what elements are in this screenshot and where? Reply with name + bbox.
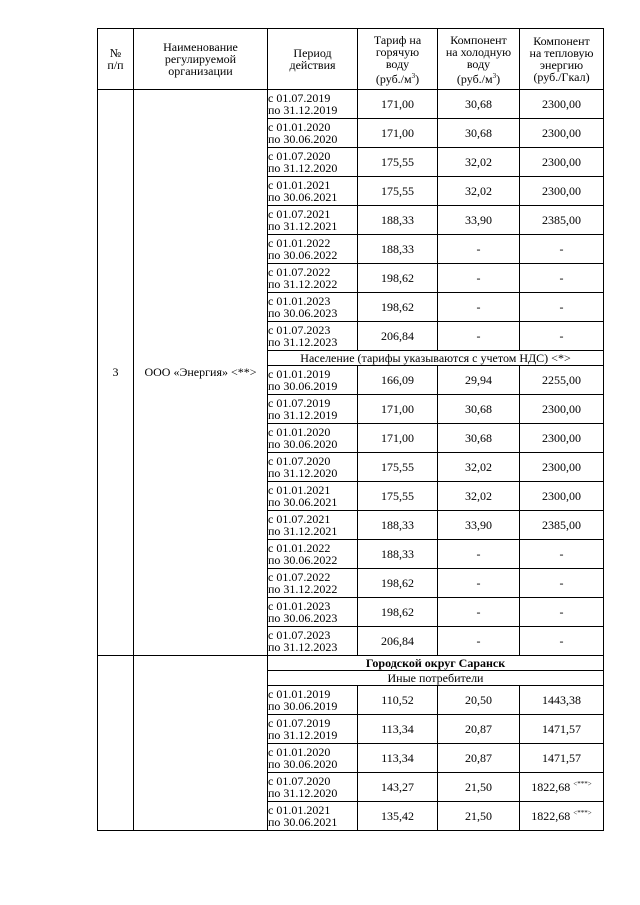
cold-water-value: - <box>438 293 520 322</box>
population-label: Население (тарифы указываются с учетом НДС) <*> <box>268 351 604 366</box>
heat-energy-value: - <box>520 235 604 264</box>
period-cell: с 01.07.2019 по 31.12.2019 <box>268 715 358 744</box>
hot-water-value: 113,34 <box>358 715 438 744</box>
period-cell: с 01.07.2021 по 31.12.2021 <box>268 511 358 540</box>
hot-water-value: 198,62 <box>358 293 438 322</box>
heat-energy-value: 1443,38 <box>520 686 604 715</box>
header-period: Период действия <box>268 29 358 90</box>
period-cell: с 01.07.2023 по 31.12.2023 <box>268 322 358 351</box>
heat-energy-value: 2300,00 <box>520 424 604 453</box>
hot-water-value: 198,62 <box>358 569 438 598</box>
hot-water-value: 171,00 <box>358 424 438 453</box>
heat-energy-value: 2300,00 <box>520 482 604 511</box>
period-cell: с 01.07.2023 по 31.12.2023 <box>268 627 358 656</box>
org-number: 3 <box>98 90 134 656</box>
cold-water-value: - <box>438 569 520 598</box>
header-heat-energy-component: Компонент на тепловую энергию (руб./Гкал) <box>520 29 604 90</box>
cold-water-value: 30,68 <box>438 424 520 453</box>
hot-water-value: 175,55 <box>358 148 438 177</box>
hot-water-value: 175,55 <box>358 453 438 482</box>
heat-energy-value: - <box>520 627 604 656</box>
cold-water-value: 21,50 <box>438 802 520 831</box>
cold-water-value: 32,02 <box>438 453 520 482</box>
hot-water-value: 198,62 <box>358 264 438 293</box>
hot-water-value: 171,00 <box>358 90 438 119</box>
cold-water-value: 20,87 <box>438 744 520 773</box>
header-row <box>98 29 604 90</box>
hot-water-value: 110,52 <box>358 686 438 715</box>
heat-energy-value: 2300,00 <box>520 148 604 177</box>
hot-water-value: 188,33 <box>358 511 438 540</box>
heat-energy-value: 1822,68 <***> <box>520 802 604 831</box>
period-cell: с 01.01.2021 по 30.06.2021 <box>268 482 358 511</box>
period-cell: с 01.01.2019 по 30.06.2019 <box>268 686 358 715</box>
org-number-empty <box>98 656 134 831</box>
heat-energy-value: 2300,00 <box>520 395 604 424</box>
heat-energy-value: 1471,57 <box>520 744 604 773</box>
cold-water-value: 29,94 <box>438 366 520 395</box>
cold-water-value: - <box>438 627 520 656</box>
header-organization: Наименование регулируемой организации <box>134 29 268 90</box>
cold-water-value: 30,68 <box>438 119 520 148</box>
period-cell: с 01.01.2020 по 30.06.2020 <box>268 424 358 453</box>
cold-water-value: - <box>438 598 520 627</box>
header-number: № п/п <box>98 29 134 90</box>
hot-water-value: 188,33 <box>358 206 438 235</box>
hot-water-value: 166,09 <box>358 366 438 395</box>
hot-water-value: 135,42 <box>358 802 438 831</box>
heat-energy-value: - <box>520 598 604 627</box>
heat-energy-value: 2255,00 <box>520 366 604 395</box>
cold-water-value: 30,68 <box>438 90 520 119</box>
hot-water-value: 175,55 <box>358 177 438 206</box>
cold-water-value: - <box>438 322 520 351</box>
heat-energy-value: 2300,00 <box>520 177 604 206</box>
heat-energy-value: 1471,57 <box>520 715 604 744</box>
period-cell: с 01.07.2020 по 31.12.2020 <box>268 453 358 482</box>
header-cold-water-component: Компонент на холодную воду $(руб./м^3)$ <box>438 29 520 90</box>
cold-water-value: 32,02 <box>438 177 520 206</box>
heat-energy-value: - <box>520 540 604 569</box>
cold-water-value: 20,87 <box>438 715 520 744</box>
cold-water-value: 32,02 <box>438 482 520 511</box>
heat-energy-value: 2300,00 <box>520 90 604 119</box>
cold-water-value: 20,50 <box>438 686 520 715</box>
period-cell: с 01.07.2021 по 31.12.2021 <box>268 206 358 235</box>
hot-water-value: 188,33 <box>358 540 438 569</box>
tariff-table <box>97 28 604 831</box>
cold-water-value: 32,02 <box>438 148 520 177</box>
cold-water-value: - <box>438 264 520 293</box>
footnote-mark: <***> <box>573 808 592 817</box>
hot-water-value: 198,62 <box>358 598 438 627</box>
heat-energy-value: - <box>520 293 604 322</box>
period-cell: с 01.01.2019 по 30.06.2019 <box>268 366 358 395</box>
header-hot-water-tariff: Тариф на горячую воду $(руб./м^3)$ <box>358 29 438 90</box>
cold-water-value: 21,50 <box>438 773 520 802</box>
heat-energy-value: 2300,00 <box>520 453 604 482</box>
city-section-row <box>98 656 604 671</box>
heat-energy-value: 2385,00 <box>520 206 604 235</box>
heat-energy-value: 2385,00 <box>520 511 604 540</box>
period-cell: с 01.01.2021 по 30.06.2021 <box>268 177 358 206</box>
period-cell: с 01.01.2023 по 30.06.2023 <box>268 293 358 322</box>
period-cell: с 01.01.2020 по 30.06.2020 <box>268 119 358 148</box>
heat-energy-value: 1822,68 <***> <box>520 773 604 802</box>
period-cell: с 01.01.2021 по 30.06.2021 <box>268 802 358 831</box>
footnote-mark: <***> <box>573 779 592 788</box>
period-cell: с 01.01.2022 по 30.06.2022 <box>268 235 358 264</box>
hot-water-value: 113,34 <box>358 744 438 773</box>
heat-energy-value: - <box>520 322 604 351</box>
period-cell: с 01.07.2020 по 31.12.2020 <box>268 773 358 802</box>
period-cell: с 01.01.2023 по 30.06.2023 <box>268 598 358 627</box>
cold-water-value: 30,68 <box>438 395 520 424</box>
hot-water-value: 188,33 <box>358 235 438 264</box>
cold-water-value: - <box>438 235 520 264</box>
period-cell: с 01.01.2022 по 30.06.2022 <box>268 540 358 569</box>
cold-water-value: 33,90 <box>438 206 520 235</box>
period-cell: с 01.07.2019 по 31.12.2019 <box>268 90 358 119</box>
period-cell: с 01.07.2022 по 31.12.2022 <box>268 264 358 293</box>
period-cell: с 01.07.2020 по 31.12.2020 <box>268 148 358 177</box>
hot-water-value: 206,84 <box>358 627 438 656</box>
period-cell: с 01.01.2020 по 30.06.2020 <box>268 744 358 773</box>
period-cell: с 01.07.2022 по 31.12.2022 <box>268 569 358 598</box>
hot-water-value: 171,00 <box>358 395 438 424</box>
cold-water-value: 33,90 <box>438 511 520 540</box>
hot-water-value: 171,00 <box>358 119 438 148</box>
org-name: ООО «Энергия» <**> <box>134 90 268 656</box>
period-cell: с 01.07.2019 по 31.12.2019 <box>268 395 358 424</box>
heat-energy-value: - <box>520 569 604 598</box>
other-consumers-label: Иные потребители <box>268 671 604 686</box>
org-name-empty <box>134 656 268 831</box>
hot-water-value: 143,27 <box>358 773 438 802</box>
heat-energy-value: - <box>520 264 604 293</box>
hot-water-value: 175,55 <box>358 482 438 511</box>
table-row <box>98 90 604 119</box>
heat-energy-value: 2300,00 <box>520 119 604 148</box>
hot-water-value: 206,84 <box>358 322 438 351</box>
cold-water-value: - <box>438 540 520 569</box>
city-label: Городской округ Саранск <box>268 656 604 671</box>
